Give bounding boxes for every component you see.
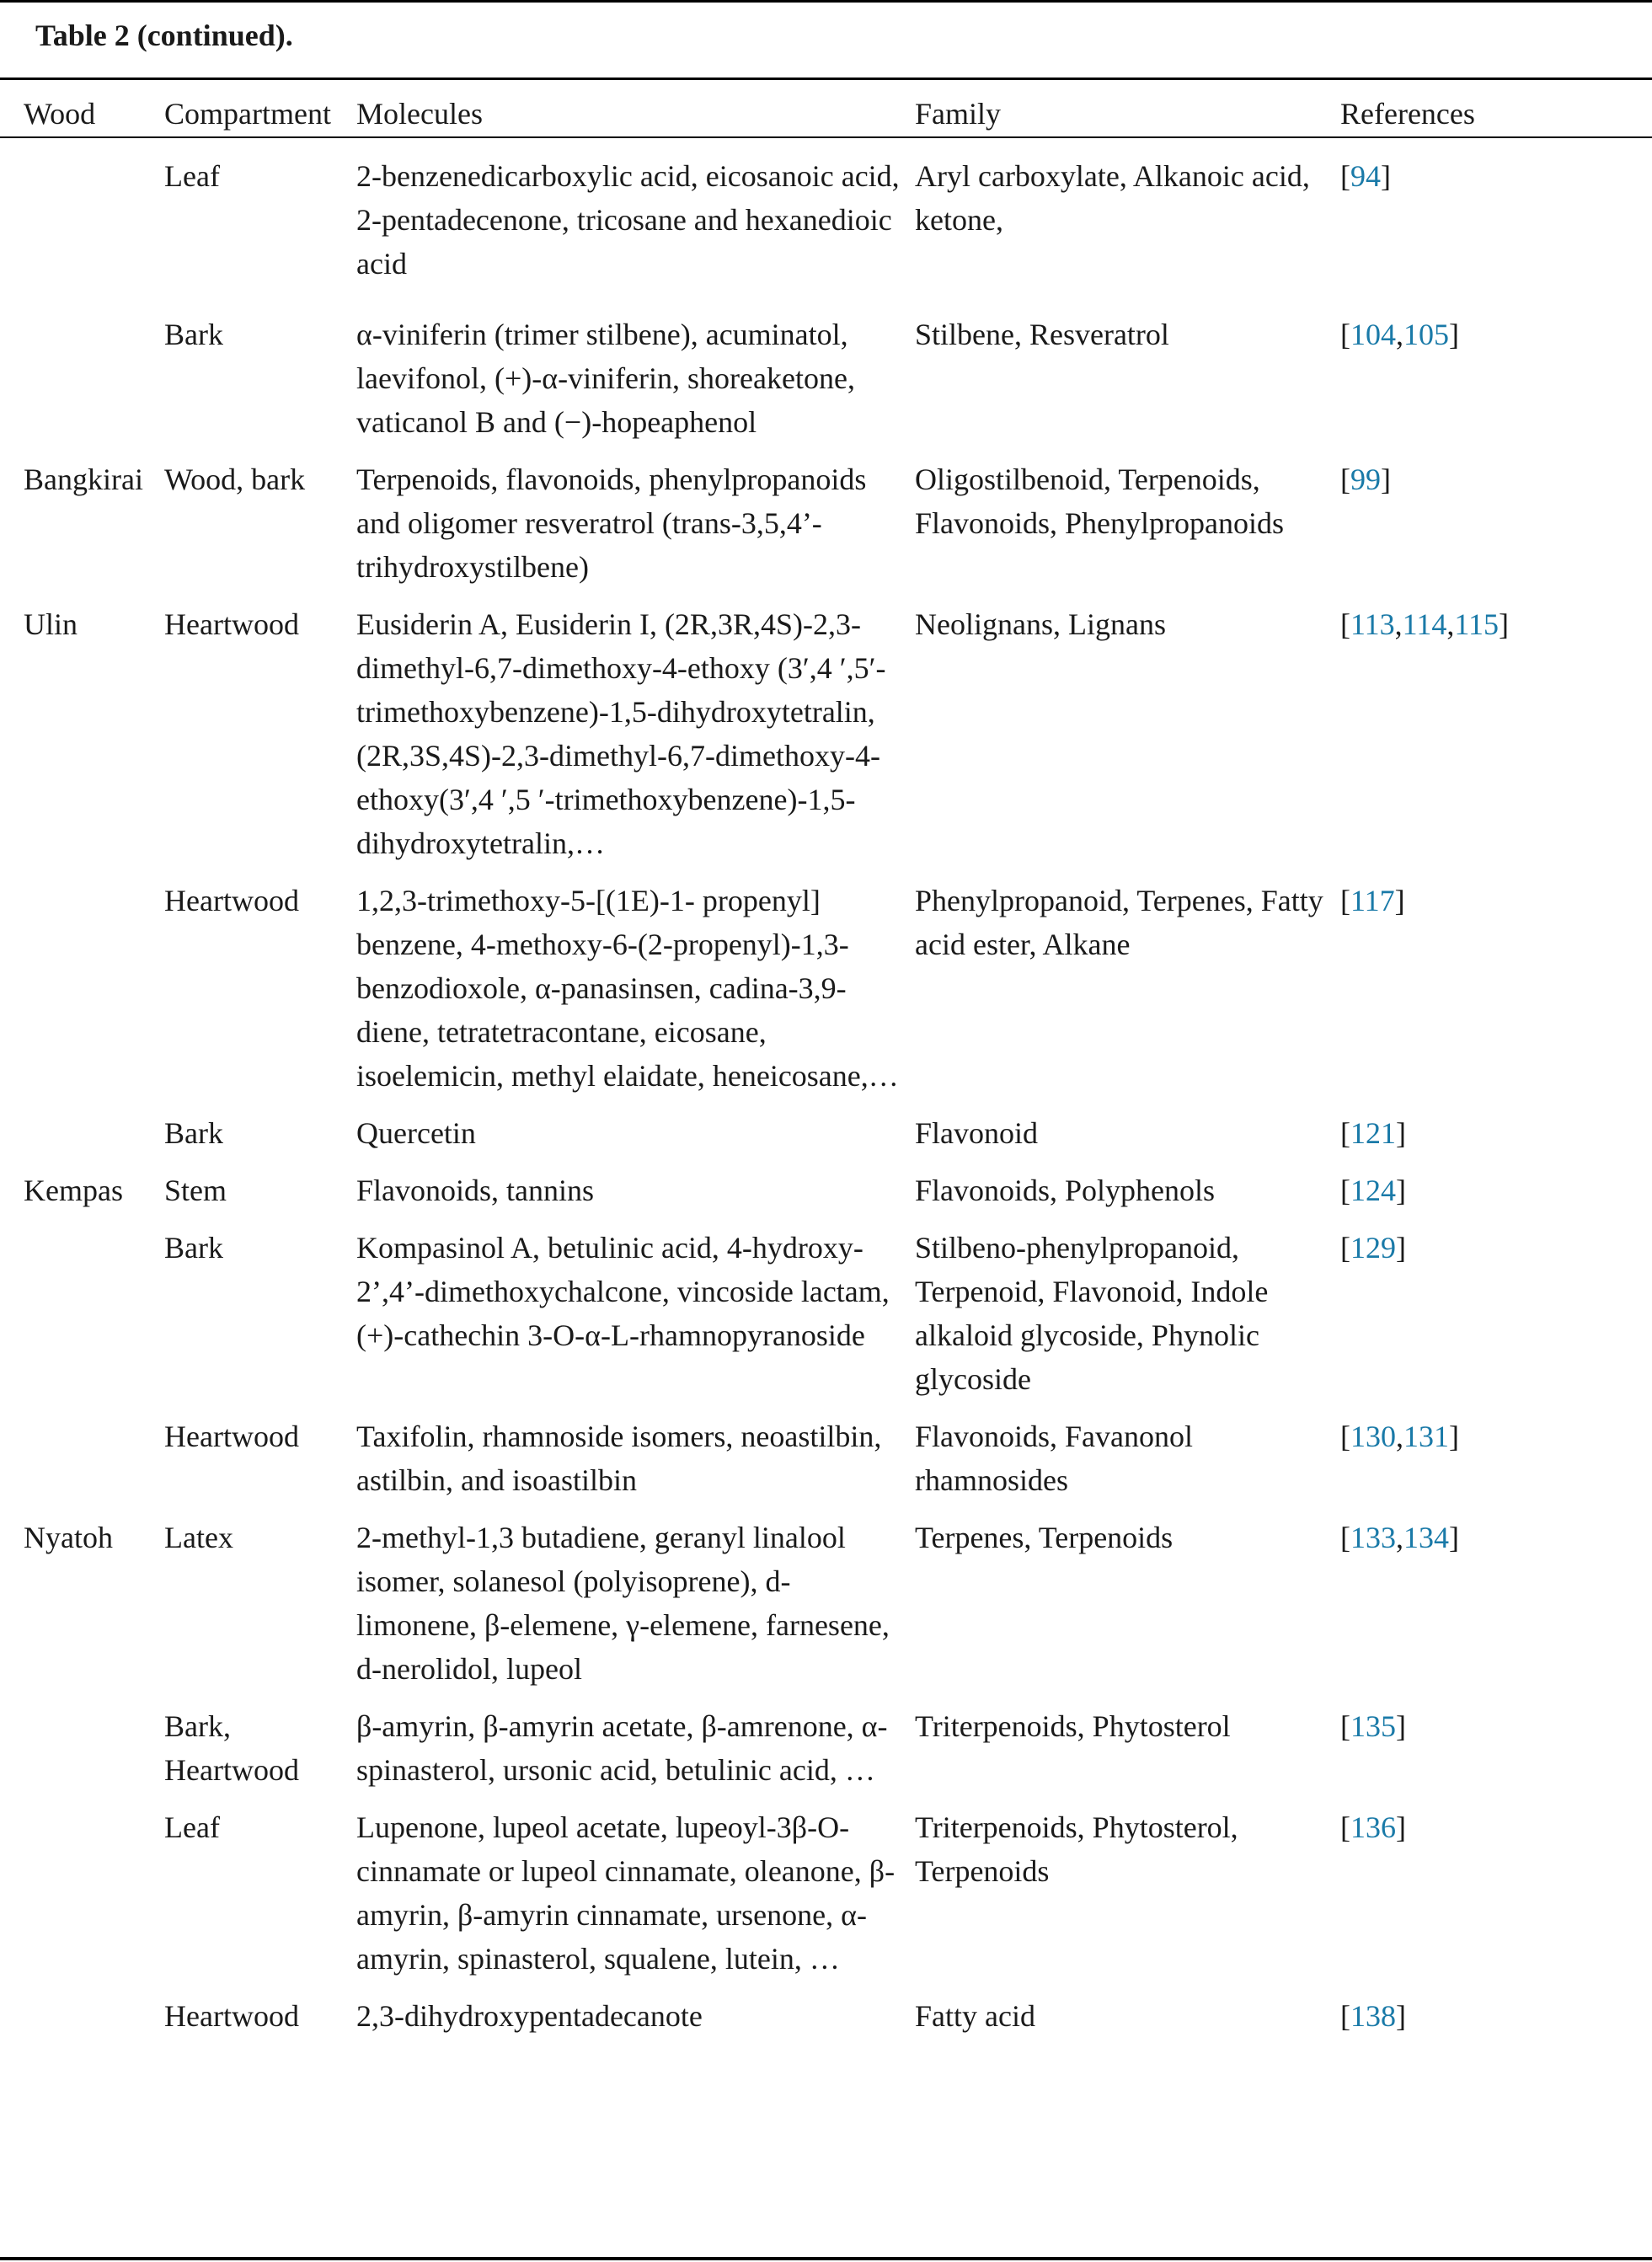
compounds-table	[0, 89, 1652, 2051]
column-header-molecules: Molecules	[356, 97, 483, 131]
cell-references	[1340, 1805, 1652, 1994]
reference-link[interactable]: 104	[1350, 318, 1396, 351]
cell-molecules: 2,3-dihydroxypentadecanote	[356, 1999, 703, 2033]
cell-family: Aryl carboxylate, Alkanoic acid, ketone,	[915, 159, 1310, 237]
reference-bracket-open: [	[1340, 318, 1350, 351]
header-rule	[0, 136, 1652, 138]
cell-wood: Nyatoh	[24, 1521, 113, 1554]
reference-bracket-close: ]	[1394, 884, 1405, 917]
cell-references	[1340, 602, 1652, 879]
table-row	[0, 1414, 1652, 1516]
reference-bracket-close: ]	[1449, 1420, 1459, 1453]
cell-wood	[0, 1111, 164, 1168]
reference-link[interactable]: 113	[1350, 607, 1395, 641]
cell-compartment: Bark, Heartwood	[164, 1709, 299, 1787]
reference-bracket-open: [	[1340, 1521, 1350, 1554]
cell-wood	[0, 879, 164, 1111]
cell-family: Phenylpropanoid, Terpenes, Fatty acid ester, Alkane	[915, 884, 1323, 961]
cell-compartment: Bark	[164, 1231, 223, 1265]
table-row	[0, 1111, 1652, 1168]
reference-link[interactable]: 136	[1350, 1810, 1396, 1844]
reference-bracket-open: [	[1340, 1810, 1350, 1844]
cell-compartment: Bark	[164, 1116, 223, 1150]
reference-bracket-open: [	[1340, 1420, 1350, 1453]
cell-wood: Bangkirai	[24, 463, 143, 496]
column-header-family: Family	[915, 97, 1002, 131]
cell-references	[1340, 1516, 1652, 1704]
reference-bracket-open: [	[1340, 884, 1350, 917]
table-row	[0, 602, 1652, 879]
table-row	[0, 139, 1652, 313]
table-row	[0, 1516, 1652, 1704]
reference-link[interactable]: 121	[1350, 1116, 1396, 1150]
cell-family: Neolignans, Lignans	[915, 607, 1166, 641]
cell-compartment: Bark	[164, 318, 223, 351]
cell-wood	[0, 139, 164, 313]
cell-molecules: 1,2,3-trimethoxy-5-[(1E)-1- propenyl] benzene, 4-methoxy-6-(2-propenyl)-1,3-benzodioxole, α-panasinsen, cadina-3,9-diene, tetratetracontane, eicosane, isoelemicin, methyl elaidate, heneicosane,…	[356, 884, 899, 1093]
cell-compartment: Leaf	[164, 1810, 220, 1844]
cell-family: Triterpenoids, Phytosterol, Terpenoids	[915, 1810, 1238, 1888]
reference-link[interactable]: 105	[1403, 318, 1449, 351]
reference-bracket-open: [	[1340, 159, 1350, 193]
cell-compartment: Heartwood	[164, 884, 299, 917]
reference-separator: ,	[1396, 1420, 1403, 1453]
cell-wood	[0, 1226, 164, 1414]
cell-compartment: Leaf	[164, 159, 220, 193]
reference-separator: ,	[1396, 1521, 1403, 1554]
table-caption: Table 2 (continued).	[35, 19, 293, 52]
reference-bracket-close: ]	[1449, 318, 1459, 351]
cell-wood	[0, 313, 164, 457]
reference-bracket-close: ]	[1499, 607, 1510, 641]
table-header-row	[0, 89, 1652, 139]
cell-wood	[0, 1704, 164, 1805]
reference-link[interactable]: 99	[1350, 463, 1381, 496]
cell-compartment: Heartwood	[164, 1420, 299, 1453]
reference-link[interactable]: 134	[1403, 1521, 1449, 1554]
reference-bracket-open: [	[1340, 1116, 1350, 1150]
reference-bracket-close: ]	[1449, 1521, 1459, 1554]
cell-family: Terpenes, Terpenoids	[915, 1521, 1174, 1554]
cell-molecules: Lupenone, lupeol acetate, lupeoyl-3β-O-cinnamate or lupeol cinnamate, oleanone, β-amyrin, β-amyrin cinnamate, ursenone, α-amyrin, spinasterol, squalene, lutein, …	[356, 1810, 896, 1976]
reference-link[interactable]: 135	[1350, 1709, 1396, 1743]
cell-compartment: Latex	[164, 1521, 233, 1554]
cell-family: Flavonoids, Polyphenols	[915, 1174, 1216, 1207]
cell-molecules: 2-benzenedicarboxylic acid, eicosanoic acid, 2-pentadecenone, tricosane and hexanedioic acid	[356, 159, 900, 281]
reference-link[interactable]: 124	[1350, 1174, 1396, 1207]
table-row	[0, 1168, 1652, 1226]
reference-bracket-open: [	[1340, 607, 1350, 641]
cell-family: Stilbene, Resveratrol	[915, 318, 1169, 351]
cell-family: Flavonoids, Favanonol rhamnosides	[915, 1420, 1193, 1497]
column-header-references: References	[1340, 97, 1475, 131]
reference-bracket-close: ]	[1381, 463, 1391, 496]
reference-bracket-close: ]	[1396, 1231, 1406, 1265]
reference-bracket-close: ]	[1396, 1174, 1406, 1207]
reference-link[interactable]: 131	[1403, 1420, 1449, 1453]
reference-bracket-open: [	[1340, 1231, 1350, 1265]
cell-references	[1340, 1704, 1652, 1805]
reference-link[interactable]: 117	[1350, 884, 1395, 917]
cell-references	[1340, 313, 1652, 457]
table-row	[0, 1805, 1652, 1994]
top-rule	[0, 0, 1652, 3]
cell-molecules: Flavonoids, tannins	[356, 1174, 595, 1207]
cell-references	[1340, 1111, 1652, 1168]
reference-bracket-close: ]	[1396, 1810, 1406, 1844]
cell-references	[1340, 457, 1652, 602]
cell-references	[1340, 1414, 1652, 1516]
reference-bracket-close: ]	[1381, 159, 1391, 193]
cell-wood	[0, 1994, 164, 2051]
reference-bracket-open: [	[1340, 1709, 1350, 1743]
cell-molecules: β-amyrin, β-amyrin acetate, β-amrenone, α-spinasterol, ursonic acid, betulinic acid, …	[356, 1709, 888, 1787]
table-row	[0, 1226, 1652, 1414]
reference-link[interactable]: 94	[1350, 159, 1381, 193]
reference-link[interactable]: 129	[1350, 1231, 1396, 1265]
cell-compartment: Wood, bark	[164, 463, 306, 496]
table-row	[0, 457, 1652, 602]
cell-molecules: Quercetin	[356, 1116, 476, 1150]
cell-family: Stilbeno-phenylpropanoid, Terpenoid, Flavonoid, Indole alkaloid glycoside, Phynolic glycoside	[915, 1231, 1269, 1396]
reference-separator: ,	[1446, 607, 1455, 641]
reference-bracket-close: ]	[1396, 1116, 1406, 1150]
cell-wood	[0, 1805, 164, 1994]
column-header-wood: Wood	[24, 97, 96, 131]
cell-references	[1340, 879, 1652, 1111]
cell-molecules: Taxifolin, rhamnoside isomers, neoastilbin, astilbin, and isoastilbin	[356, 1420, 882, 1497]
reference-bracket-close: ]	[1396, 1709, 1406, 1743]
reference-bracket-close: ]	[1396, 1999, 1406, 2033]
cell-compartment: Stem	[164, 1174, 227, 1207]
reference-link[interactable]: 115	[1454, 607, 1500, 641]
cell-references	[1340, 139, 1652, 313]
cell-references	[1340, 1226, 1652, 1414]
cell-family: Flavonoid	[915, 1116, 1039, 1150]
reference-bracket-open: [	[1340, 463, 1350, 496]
bottom-rule	[0, 2257, 1652, 2260]
table-row	[0, 879, 1652, 1111]
cell-molecules: Kompasinol A, betulinic acid, 4-hydroxy-2’,4’-dimethoxychalcone, vincoside lactam, (+)-cathechin 3-O-α-L-rhamnopyranoside	[356, 1231, 890, 1352]
cell-molecules: α-viniferin (trimer stilbene), acuminatol, laevifonol, (+)-α-viniferin, shoreaketone, vaticanol B and (−)-hopeaphenol	[356, 318, 855, 439]
reference-link[interactable]: 114	[1402, 607, 1447, 641]
caption-rule	[0, 78, 1652, 80]
cell-compartment: Heartwood	[164, 607, 299, 641]
cell-references	[1340, 1994, 1652, 2051]
cell-compartment: Heartwood	[164, 1999, 299, 2033]
cell-molecules: 2-methyl-1,3 butadiene, geranyl linalool isomer, solanesol (polyisoprene), d-limonene, β-elemene, γ-elemene, farnesene, d-nerolidol, lupeol	[356, 1521, 890, 1686]
cell-references	[1340, 1168, 1652, 1226]
cell-molecules: Terpenoids, flavonoids, phenylpropanoids and oligomer resveratrol (trans-3,5,4’-trihydroxystilbene)	[356, 463, 867, 584]
reference-link[interactable]: 133	[1350, 1521, 1396, 1554]
cell-family: Fatty acid	[915, 1999, 1035, 2033]
table-body	[0, 139, 1652, 2051]
cell-molecules: Eusiderin A, Eusiderin I, (2R,3R,4S)-2,3-dimethyl-6,7-dimethoxy-4-ethoxy (3′,4 ′,5′-trimethoxybenzene)-1,5-dihydroxytetralin, (2R,3S,4S)-2,3-dimethyl-6,7-dimethoxy-4-ethoxy(3′,4 ′,5 ′-trimethoxybenzene)-1,5-dihydroxytetralin,…	[356, 607, 886, 860]
cell-wood	[0, 1414, 164, 1516]
cell-wood: Kempas	[24, 1174, 123, 1207]
column-header-compartment: Compartment	[164, 97, 331, 131]
cell-family: Oligostilbenoid, Terpenoids, Flavonoids, Phenylpropanoids	[915, 463, 1284, 540]
table-row	[0, 1704, 1652, 1805]
reference-bracket-open: [	[1340, 1999, 1350, 2033]
reference-bracket-open: [	[1340, 1174, 1350, 1207]
reference-link[interactable]: 138	[1350, 1999, 1396, 2033]
reference-separator: ,	[1396, 318, 1403, 351]
reference-link[interactable]: 130	[1350, 1420, 1396, 1453]
table-row	[0, 313, 1652, 457]
cell-wood: Ulin	[24, 607, 78, 641]
reference-separator: ,	[1394, 607, 1403, 641]
table-row	[0, 1994, 1652, 2051]
cell-family: Triterpenoids, Phytosterol	[915, 1709, 1231, 1743]
